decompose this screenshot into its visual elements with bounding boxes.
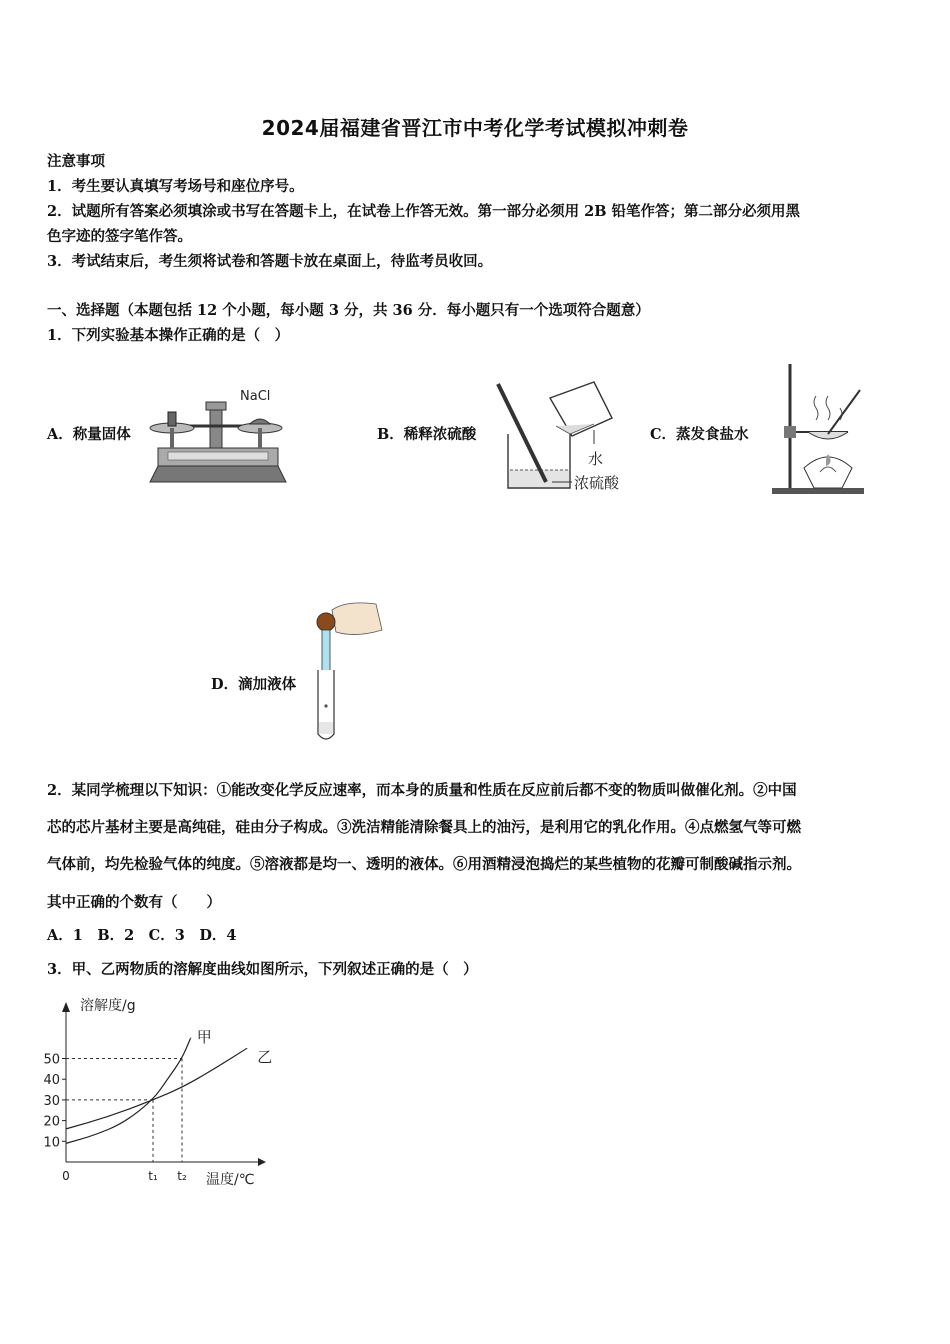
q1-option-c-label: C．蒸发食盐水	[650, 426, 749, 443]
page-title: 2024届福建省晋江市中考化学考试模拟冲刺卷	[261, 116, 689, 140]
x-tick-label: t₁	[148, 1169, 158, 1183]
acid-label: 浓硫酸	[574, 474, 620, 492]
origin-label: 0	[62, 1169, 70, 1183]
x-tick-label: t₂	[177, 1169, 187, 1183]
y-axis-arrow	[62, 1002, 70, 1012]
y-tick-label: 30	[43, 1093, 60, 1109]
y-tick-label: 50	[43, 1052, 60, 1068]
series-label: 甲	[196, 1027, 212, 1046]
notice-item: 1．考生要认真填写考场号和座位序号。	[47, 178, 304, 195]
q2-sub: 其中正确的个数有（ ）	[47, 894, 221, 911]
q2-line: 气体前，均先检验气体的纯度。⑤溶液都是均一、透明的液体。⑥用酒精浸泡捣烂的某些植物的花瓣可制酸碱指示剂。	[47, 856, 801, 873]
q2-line: 芯的芯片基材主要是高纯硅，硅由分子构成。③洗洁精能清除餐具上的油污，是利用它的乳化作用。④点燃氢气等可燃	[47, 819, 801, 836]
q1-stem: 1．下列实验基本操作正确的是（ ）	[47, 327, 290, 344]
q2-options: A．1 B．2 C．3 D．4	[47, 927, 237, 944]
y-axis-label: 溶解度/g	[80, 998, 136, 1014]
y-tick-label: 40	[43, 1073, 60, 1089]
series-line-yi	[66, 1048, 247, 1129]
series-label: 乙	[257, 1048, 273, 1067]
y-tick-label: 10	[43, 1135, 60, 1151]
dropper-figure	[306, 598, 386, 746]
evaporation-figure	[768, 360, 868, 500]
y-tick-label: 20	[43, 1114, 60, 1130]
q1-option-d-label: D．滴加液体	[211, 676, 297, 693]
q1-option-b-label: B．稀释浓硫酸	[377, 426, 477, 443]
notice-item: 色字迹的签字笔作答。	[47, 228, 192, 245]
water-label: 水	[588, 450, 604, 468]
q2-line: 2．某同学梳理以下知识：①能改变化学反应速率，而本身的质量和性质在反应前后都不变的物质叫做催化剂。②中国	[47, 782, 797, 799]
notice-item: 2．试题所有答案必须填涂或书写在答题卡上，在试卷上作答无效。第一部分必须用 2B 铅笔作答；第二部分必须用黑	[47, 203, 801, 220]
q3-stem: 3．甲、乙两物质的溶解度曲线如图所示，下列叙述正确的是（ ）	[47, 961, 478, 978]
solubility-chart	[40, 990, 280, 1190]
balance-figure	[144, 382, 292, 494]
x-axis-label: 温度/℃	[206, 1172, 255, 1188]
x-axis-arrow	[258, 1158, 266, 1166]
series-line-jia	[66, 1038, 191, 1144]
section-heading: 一、选择题（本题包括 12 个小题，每小题 3 分，共 36 分．每小题只有一个选项符合题意）	[47, 302, 650, 319]
notice-heading: 注意事项	[47, 153, 105, 170]
q1-option-a-label: A．称量固体	[47, 426, 131, 443]
dilution-figure	[490, 378, 640, 496]
nacl-label: NaCl	[240, 389, 271, 404]
notice-item: 3．考试结束后，考生须将试卷和答题卡放在桌面上，待监考员收回。	[47, 253, 493, 270]
